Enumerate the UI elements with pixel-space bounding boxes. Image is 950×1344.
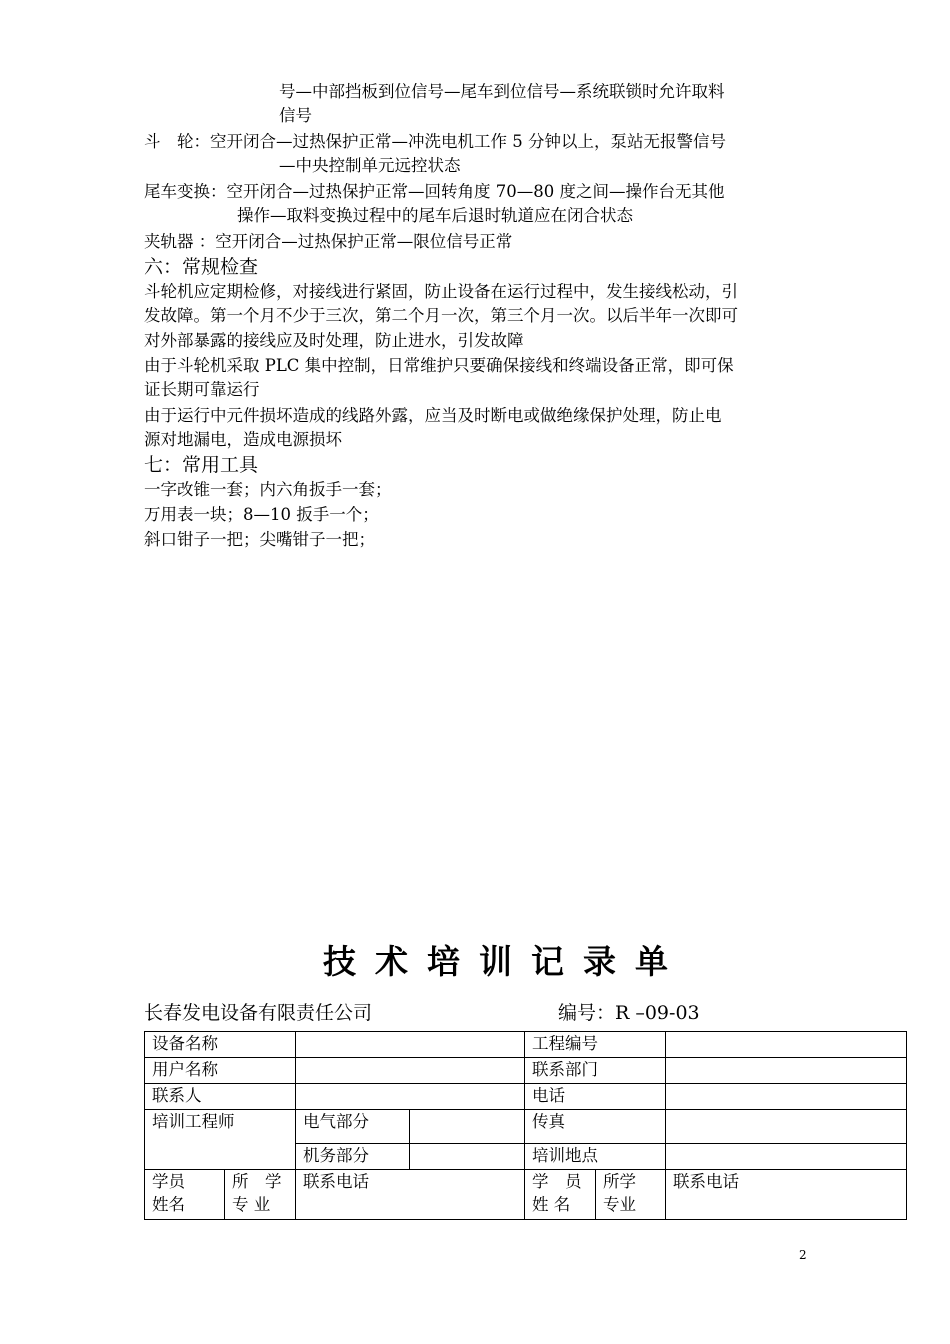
phone-label: 电话	[525, 1084, 666, 1110]
project-no-label: 工程编号	[525, 1032, 666, 1058]
user-name-label: 用户名称	[145, 1058, 296, 1084]
student-name-header	[145, 1170, 225, 1220]
major-header-2-line2: 专业	[603, 1195, 636, 1214]
text-line: 操作—取料变换过程中的尾车后退时轨道应在闭合状态	[237, 206, 633, 225]
location-field[interactable]	[666, 1144, 907, 1170]
major-header-2-line1: 所学	[603, 1172, 636, 1191]
paragraph-line: 证长期可靠运行	[144, 380, 260, 399]
section-heading: 六：常规检查	[144, 256, 259, 278]
fax-label: 传真	[525, 1110, 666, 1144]
electrical-field[interactable]	[410, 1110, 525, 1144]
location-label: 培训地点	[525, 1144, 666, 1170]
major-header-2	[596, 1170, 666, 1220]
student-name-header-2-line2: 姓 名	[532, 1195, 571, 1214]
student-name-header-line1: 学员	[152, 1172, 185, 1191]
paragraph-line: 源对地漏电，造成电源损坏	[144, 430, 342, 449]
contact-person-field[interactable]	[296, 1084, 525, 1110]
training-record-table	[144, 1031, 907, 1220]
text-line: —中央控制单元远控状态	[279, 156, 461, 175]
section-heading: 七：常用工具	[144, 454, 259, 476]
device-name-field[interactable]	[296, 1032, 525, 1058]
text-line: 号—中部挡板到位信号—尾车到位信号—系统联锁时允许取料	[279, 82, 725, 101]
student-name-header-2	[525, 1170, 596, 1220]
paragraph-line: 由于斗轮机采取 PLC 集中控制，日常维护只要确保接线和终端设备正常，即可保	[144, 356, 734, 375]
contact-dept-label: 联系部门	[525, 1058, 666, 1084]
major-header-line2: 专 业	[232, 1195, 271, 1214]
user-name-field[interactable]	[296, 1058, 525, 1084]
form-number: 编号：R –09-03	[558, 1002, 700, 1024]
device-name-label: 设备名称	[145, 1032, 296, 1058]
contact-phone-header: 联系电话	[296, 1170, 525, 1220]
text-line: 夹轨器 ：空开闭合—过热保护正常—限位信号正常	[144, 232, 513, 251]
text-line: 尾车变换：空开闭合—过热保护正常—回转角度 70—80 度之间—操作台无其他	[144, 182, 725, 201]
contact-phone-header-2: 联系电话	[666, 1170, 907, 1220]
list-item: 斜口钳子一把；尖嘴钳子一把；	[144, 530, 375, 549]
page-number: 2	[799, 1248, 807, 1262]
text-line: 斗 轮：空开闭合—过热保护正常—冲洗电机工作 5 分钟以上，泵站无报警信号	[144, 132, 726, 151]
electrical-label: 电气部分	[296, 1110, 410, 1144]
paragraph-line: 对外部暴露的接线应及时处理，防止进水，引发故障	[144, 331, 524, 350]
phone-field[interactable]	[666, 1084, 907, 1110]
list-item: 一字改锥一套；内六角扳手一套；	[144, 480, 392, 499]
major-header-line1: 所 学	[232, 1172, 282, 1191]
student-name-header-line2: 姓名	[152, 1195, 185, 1214]
company-name: 长春发电设备有限责任公司	[144, 1002, 373, 1024]
fax-field[interactable]	[666, 1110, 907, 1144]
mechanical-field[interactable]	[410, 1144, 525, 1170]
text-line: 信号	[279, 106, 312, 125]
project-no-field[interactable]	[666, 1032, 907, 1058]
paragraph-line: 斗轮机应定期检修，对接线进行紧固，防止设备在运行过程中，发生接线松动，引	[144, 282, 738, 301]
contact-dept-field[interactable]	[666, 1058, 907, 1084]
student-name-header-2-line1: 学 员	[532, 1172, 582, 1191]
major-header	[225, 1170, 296, 1220]
trainer-label: 培训工程师	[145, 1110, 296, 1170]
mechanical-label: 机务部分	[296, 1144, 410, 1170]
contact-person-label: 联系人	[145, 1084, 296, 1110]
form-title: 技术培训记录单	[323, 942, 687, 981]
paragraph-line: 发故障。第一个月不少于三次，第二个月一次，第三个月一次。以后半年一次即可	[144, 306, 738, 325]
list-item: 万用表一块；8—10 扳手一个；	[144, 505, 379, 524]
paragraph-line: 由于运行中元件损坏造成的线路外露，应当及时断电或做绝缘保护处理，防止电	[144, 406, 722, 425]
